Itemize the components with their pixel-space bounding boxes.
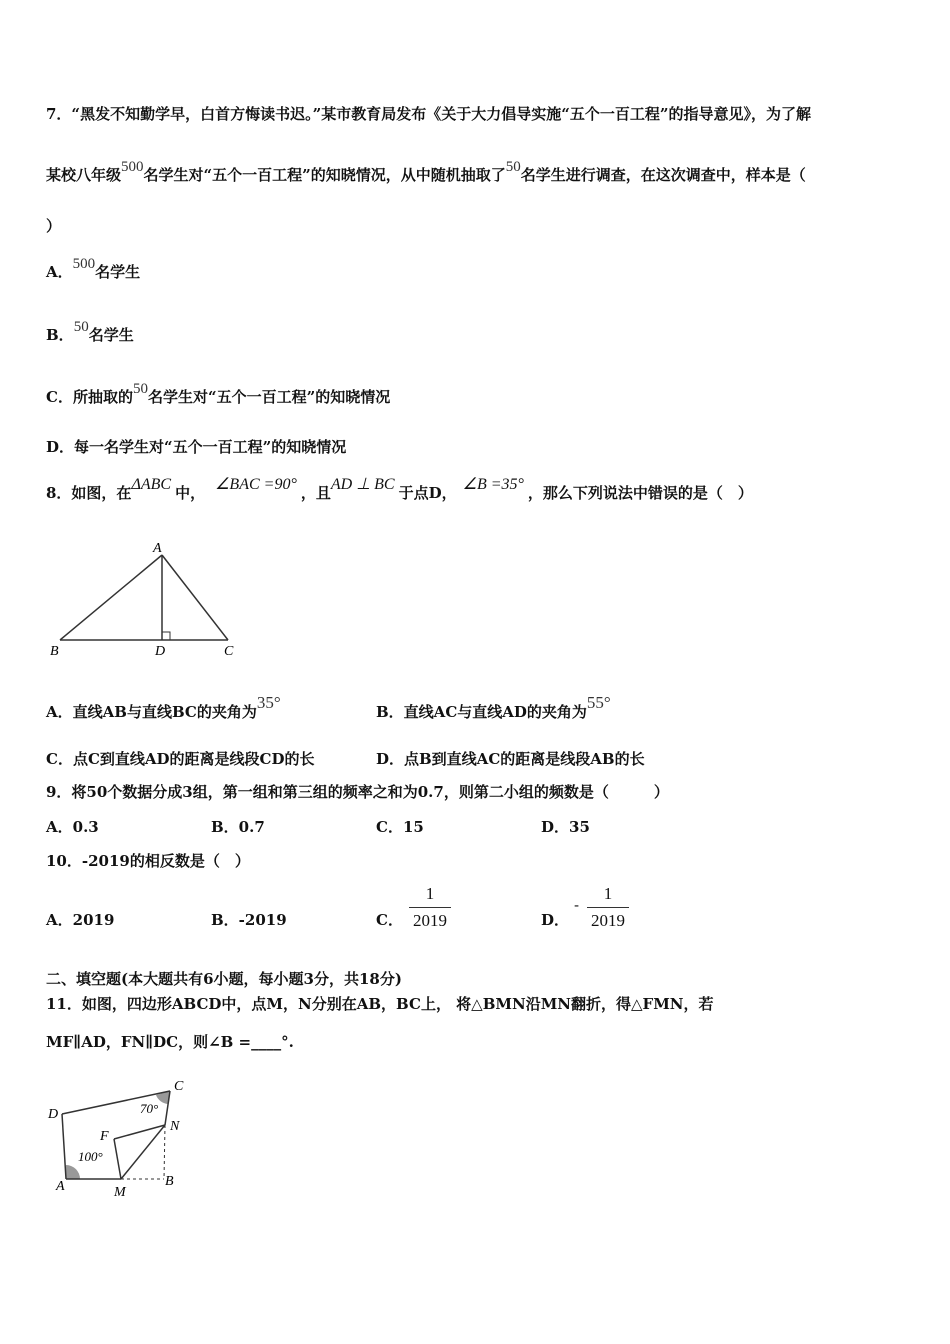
q7-stem-line2 — [46, 159, 806, 185]
q8-option-d: D．点B到直线AC的距离是线段AB的长 — [376, 750, 645, 768]
q11-label-f: F — [100, 1129, 109, 1144]
q7-option-a-num: 500 — [72, 256, 96, 272]
q8-segment-ba — [60, 555, 162, 640]
q9-stem: 9．将50个数据分成3组，第一组和第三组的频率之和为0.7，则第二小组的频数是（ ） — [46, 783, 669, 801]
q10-option-d-prefix: D． — [541, 911, 570, 929]
q7-stem-line3: ） — [46, 217, 62, 235]
q7-option-b — [46, 319, 134, 345]
q11-stem-line1: 11．如图，四边形ABCD中，点M，N分别在AB，BC上， 将△BMN沿MN翻折，得△FMN，若 — [46, 995, 714, 1013]
q11-segment-nb — [164, 1125, 165, 1179]
q10-option-c-fraction — [409, 884, 451, 931]
q9-option-c: C．15 — [376, 818, 424, 836]
q8-label-a: A — [153, 541, 162, 556]
q11-stem-line2: MF∥AD，FN∥DC，则∠B =____°. — [46, 1033, 294, 1051]
q8-math-angle-bac: ∠BAC =90° — [215, 476, 297, 493]
q7-stem-text-c: 名学生进行调查，在这次调查中，样本是（ — [520, 166, 806, 184]
q10-option-d-denominator: 2019 — [591, 911, 625, 930]
q11-label-a: A — [56, 1179, 65, 1194]
q10-option-d-fraction — [587, 884, 629, 931]
q10-option-d-numerator: 1 — [603, 884, 613, 903]
q8-stem-text-3: ，且 — [300, 484, 331, 502]
q8-right-angle-mark — [162, 632, 170, 640]
q8-option-b-text: B．直线AC与直线AD的夹角为 — [376, 703, 587, 721]
q11-quadrilateral-figure — [44, 1072, 204, 1204]
q8-stem-text-2: 中， — [175, 484, 206, 502]
q7-option-b-text: 名学生 — [88, 326, 134, 344]
q11-label-b: B — [165, 1174, 174, 1189]
q11-segment-da — [62, 1114, 66, 1179]
q7-option-c-prefix: C．所抽取的 — [46, 388, 133, 406]
q11-label-d: D — [48, 1107, 59, 1122]
q8-triangle-figure — [44, 536, 244, 662]
q7-option-d: D．每一名学生对“五个一百工程”的知晓情况 — [46, 438, 347, 456]
q8-option-a-text: A．直线AB与直线BC的夹角为 — [46, 703, 257, 721]
q8-label-d: D — [155, 644, 166, 659]
q9-option-b: B．0.7 — [211, 818, 265, 836]
q8-option-a — [46, 693, 281, 722]
q8-math-angle-b: ∠B =35° — [462, 476, 524, 493]
q10-option-c-denominator: 2019 — [413, 911, 447, 930]
q8-option-c: C．点C到直线AD的距离是线段CD的长 — [46, 750, 315, 768]
q8-label-c: C — [224, 644, 234, 659]
q11-angle-c-label: 70° — [140, 1101, 159, 1116]
q7-stem-text-a: 某校八年级 — [46, 166, 122, 184]
q7-stem-line1: 7．“黑发不知勤学早，白首方悔读书迟。”某市教育局发布《关于大力倡导实施“五个一百工程”的指导意见》，为了解 — [46, 105, 811, 123]
q7-option-c — [46, 381, 391, 407]
q8-option-b — [376, 693, 611, 722]
q11-label-c: C — [174, 1079, 184, 1094]
q11-angle-a-mark — [66, 1165, 80, 1179]
q11-label-n: N — [170, 1119, 180, 1134]
q7-num-500: 500 — [121, 159, 144, 175]
q10-option-d-fraction-bar — [587, 907, 629, 908]
q8-stem-text-5: ，那么下列说法中错误的是（ ） — [527, 484, 753, 502]
q7-option-b-num: 50 — [73, 319, 89, 335]
q10-option-c-numerator: 1 — [425, 884, 435, 903]
q10-option-a: A．2019 — [46, 911, 115, 929]
q8-math-perpendicular: AD ⊥ BC — [330, 476, 395, 493]
q11-segment-fn — [114, 1125, 165, 1139]
q11-segment-mn — [121, 1125, 165, 1179]
q7-num-50: 50 — [505, 159, 521, 175]
q10-option-b: B．-2019 — [211, 911, 287, 929]
q7-option-a-text: 名学生 — [95, 263, 141, 281]
q8-option-a-value: 35° — [256, 693, 281, 712]
q9-option-a: A．0.3 — [46, 818, 99, 836]
q7-stem-text-b: 名学生对“五个一百工程”的知晓情况，从中随机抽取了 — [143, 166, 506, 184]
q11-label-m: M — [114, 1185, 126, 1200]
q9-option-d: D．35 — [541, 818, 590, 836]
q7-option-b-prefix: B． — [46, 326, 74, 344]
q10-option-c-prefix: C． — [376, 911, 403, 929]
q8-stem-text-1: 8．如图，在 — [46, 484, 132, 502]
q8-option-b-value: 55° — [586, 693, 611, 712]
q8-segment-ac — [162, 555, 228, 640]
q10-stem: 10．-2019的相反数是（ ） — [46, 852, 250, 870]
q8-stem-text-4: 于点D， — [398, 484, 457, 502]
section-title-fill-in: 二、填空题(本大题共有6小题，每小题3分，共18分) — [46, 970, 402, 988]
q11-segment-mf — [114, 1139, 121, 1179]
q8-stem — [46, 476, 753, 503]
q7-option-c-num: 50 — [132, 381, 148, 397]
q8-label-b: B — [50, 644, 59, 659]
q10-option-c-fraction-bar — [409, 907, 451, 908]
q7-option-c-text: 名学生对“五个一百工程”的知晓情况 — [147, 388, 391, 406]
q8-math-triangle: ΔABC — [131, 476, 172, 493]
q7-option-a — [46, 256, 141, 282]
q10-option-d-minus: - — [574, 896, 580, 914]
q7-option-a-prefix: A． — [46, 263, 73, 281]
q11-angle-a-label: 100° — [78, 1149, 103, 1164]
